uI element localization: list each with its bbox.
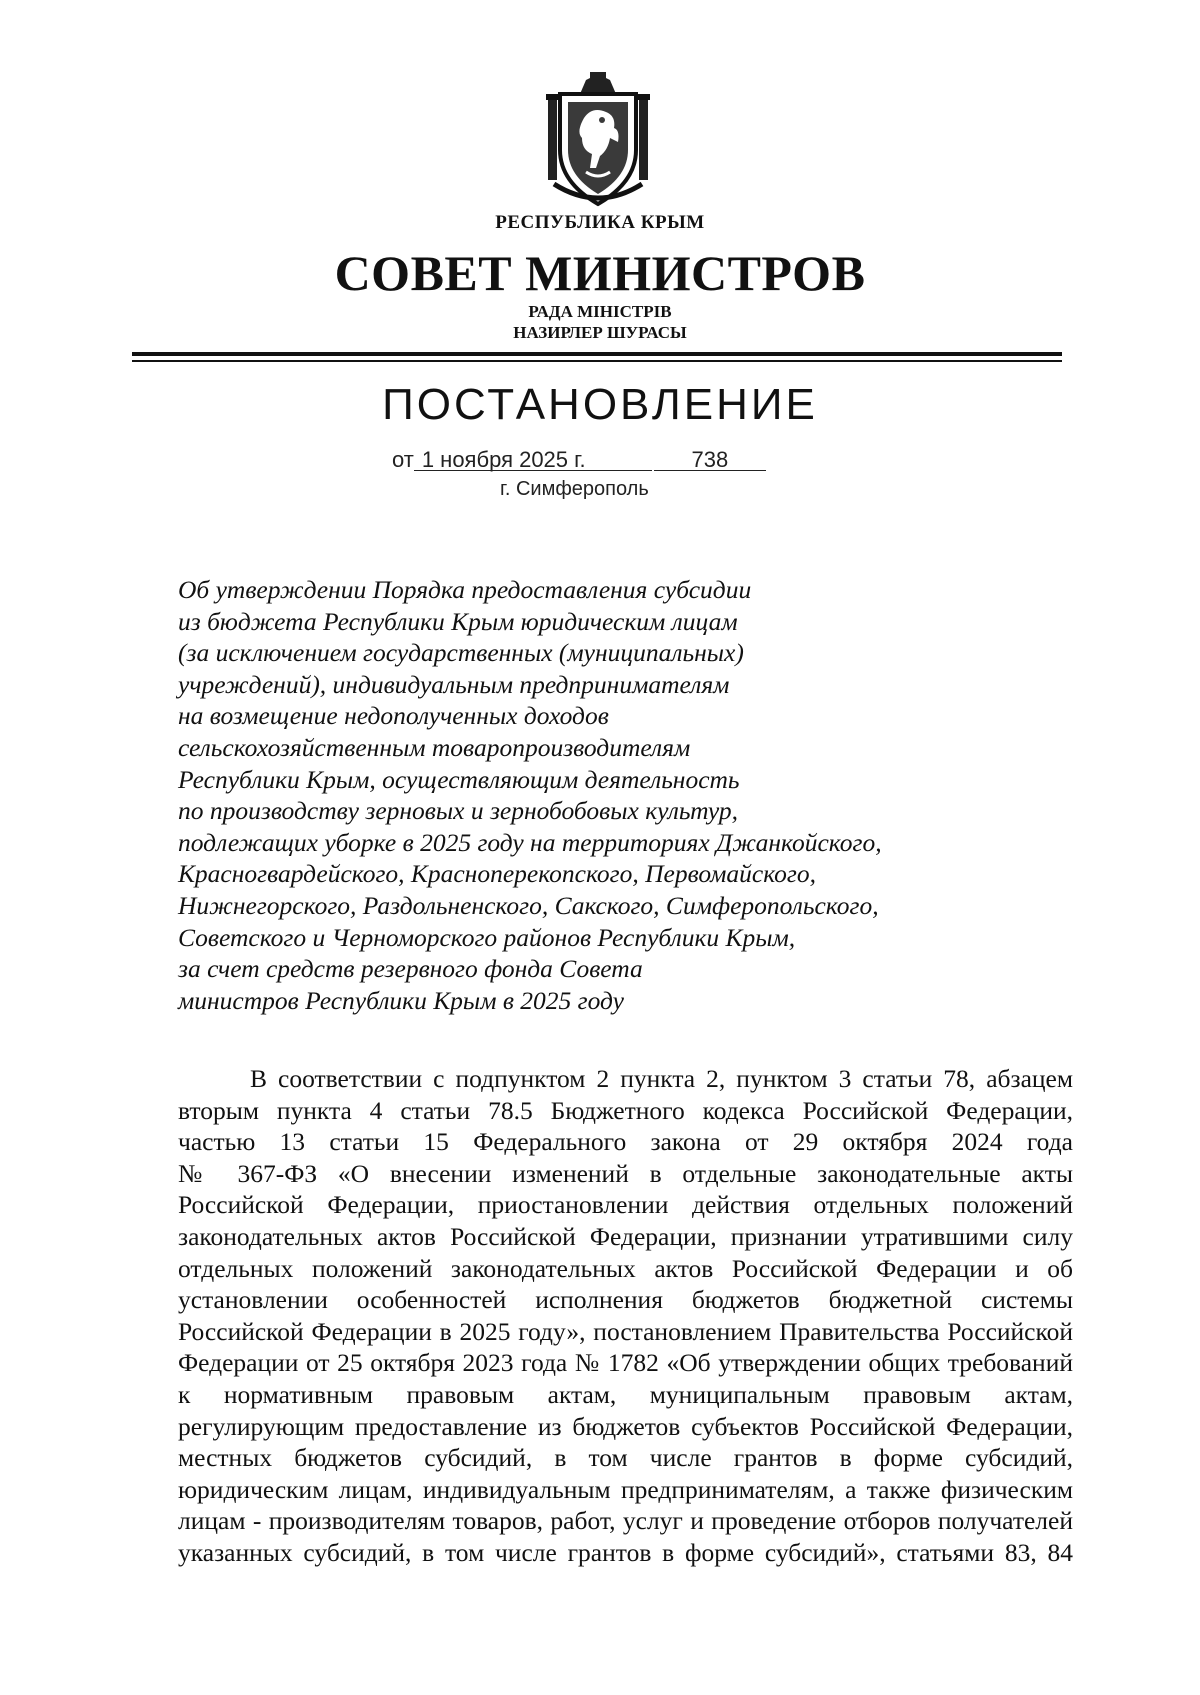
body-line: местных бюджетов субсидий, в том числе грантов в форме субсидий,: [178, 1443, 1073, 1473]
body-line: указанных субсидий, в том числе грантов в форме субсидий», статьями 83, 84: [178, 1537, 1073, 1567]
council-name: СОВЕТ МИНИСТРОВ: [334, 245, 866, 301]
header-divider-thick: [132, 352, 1062, 356]
body-line: Федерации от 25 октября 2023 года № 1782 «Об утверждении общих требований: [178, 1348, 1073, 1378]
body-line: Российской Федерации, приостановлении действия отдельных положений: [178, 1190, 1073, 1220]
crimea-coat-of-arms-icon: [546, 72, 650, 208]
title-line: Красногвардейского, Красноперекопского, Первомайского,: [178, 859, 816, 889]
document-date-number: [392, 447, 766, 473]
body-line: В соответствии с подпунктом 2 пункта 2, пунктом 3 статьи 78, абзацем: [250, 1064, 1073, 1093]
title-line: Нижнегорского, Раздольненского, Сакского, Симферопольского,: [178, 890, 879, 920]
council-name-ukrainian: РАДА МІНІСТРІВ: [528, 302, 672, 321]
date-prefix: от: [392, 447, 414, 472]
body-line: вторым пункта 4 статьи 78.5 Бюджетного кодекса Российской Федерации,: [178, 1095, 1073, 1125]
document-date: 1 ноября 2025 г.: [414, 450, 652, 471]
document-title: [178, 574, 1038, 1016]
council-name-crimean-tatar: НАЗИРЛЕР ШУРАСЫ: [513, 323, 687, 342]
title-line: Советского и Черноморского районов Республики Крым,: [178, 922, 796, 952]
title-line: за счет средств резервного фонда Совета: [178, 954, 643, 984]
body-line: лицам - производителям товаров, работ, услуг и проведение отборов получателей: [178, 1506, 1073, 1536]
title-line: сельскохозяйственным товаропроизводителям: [178, 732, 691, 762]
title-line: министров Республики Крым в 2025 году: [178, 985, 624, 1015]
title-line: подлежащих уборке в 2025 году на территориях Джанкойского,: [178, 827, 882, 857]
title-line: Об утверждении Порядка предоставления субсидии: [178, 575, 752, 604]
title-line: из бюджета Республики Крым юридическим лицам: [178, 606, 738, 636]
header-divider-thin: [132, 360, 1062, 362]
body-line: Российской Федерации в 2025 году», постановлением Правительства Российской: [178, 1316, 1073, 1346]
republic-name: РЕСПУБЛИКА КРЫМ: [495, 212, 705, 233]
title-line: на возмещение недополученных доходов: [178, 701, 609, 731]
title-line: (за исключением государственных (муниципальных): [178, 638, 744, 668]
body-line: к нормативным правовым актам, муниципальным правовым актам,: [178, 1379, 1073, 1409]
title-line: Республики Крым, осуществляющим деятельность: [178, 764, 740, 794]
body-line: юридическим лицам, индивидуальным предпринимателям, а также физическим: [178, 1474, 1073, 1504]
body-line: установлении особенностей исполнения бюджетов бюджетной системы: [178, 1285, 1073, 1315]
document-city: г. Симферополь: [500, 478, 649, 500]
title-line: по производству зерновых и зернобобовых культур,: [178, 796, 739, 826]
body-line: № 367-ФЗ «О внесении изменений в отдельные законодательные акты: [178, 1158, 1073, 1188]
body-line: регулирующим предоставление из бюджетов субъектов Российской Федерации,: [178, 1411, 1073, 1441]
body-line: законодательных актов Российской Федерации, признании утратившими силу: [178, 1221, 1073, 1251]
document-type: ПОСТАНОВЛЕНИЕ: [382, 380, 818, 429]
document-number: 738: [654, 450, 766, 471]
body-line: частью 13 статьи 15 Федерального закона от 29 октября 2024 года: [178, 1127, 1073, 1157]
body-line: отдельных положений законодательных актов Российской Федерации и об: [178, 1253, 1073, 1283]
title-line: учреждений), индивидуальным предпринимателям: [178, 669, 730, 699]
body-paragraph: [178, 1063, 1073, 1569]
